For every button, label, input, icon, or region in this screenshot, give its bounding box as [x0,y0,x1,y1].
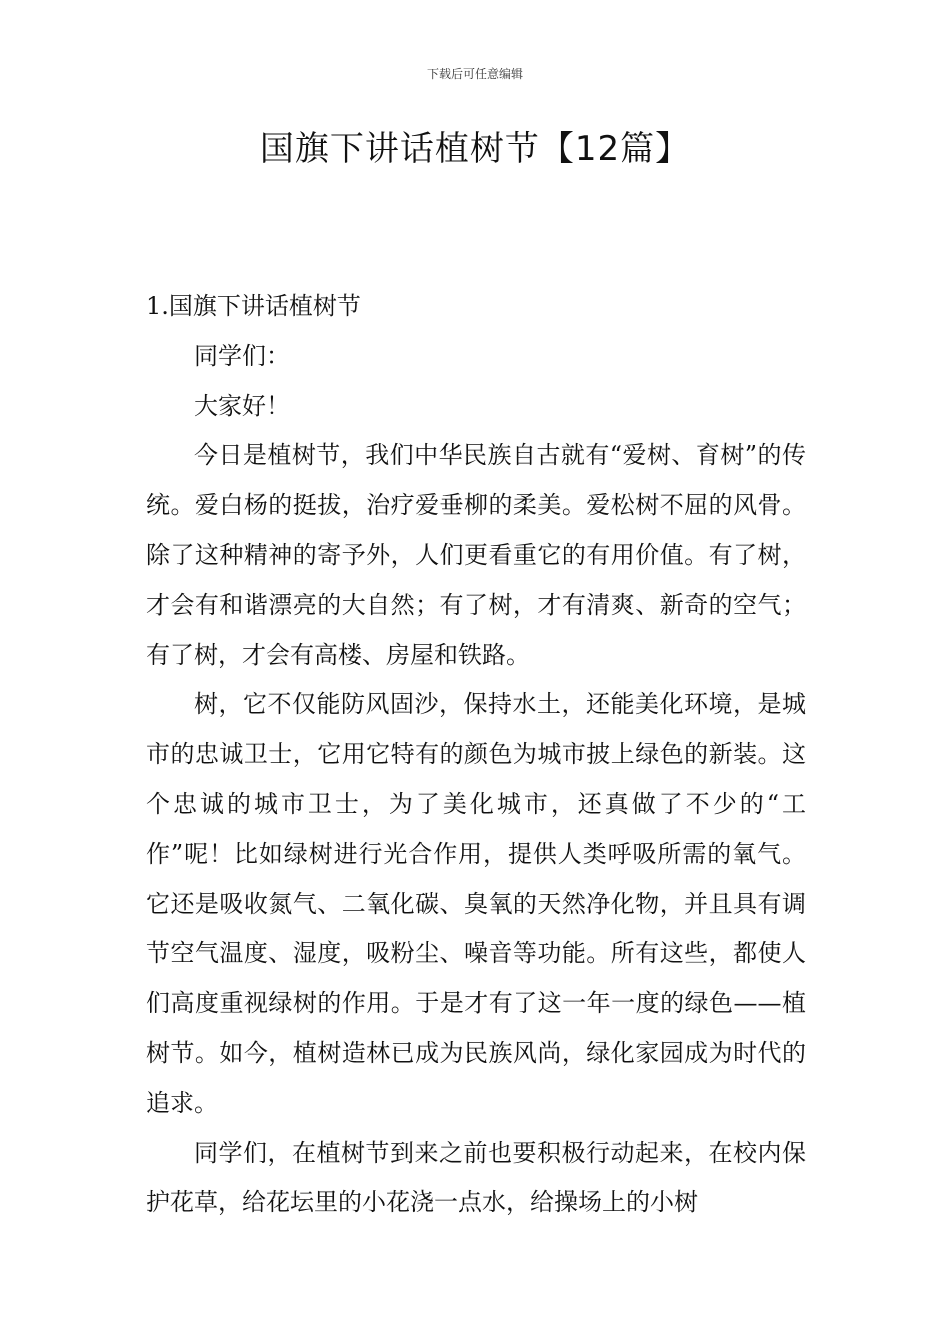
paragraph-salutation: 同学们： [194,341,290,370]
document-title: 国旗下讲话植树节【12篇】 [259,129,691,169]
header-note: 下载后可任意编辑 [426,67,523,81]
paragraph-tree-benefits: 树，它不仅能防风固沙，保持水土，还能美化环境，是城市的忠诚卫士，它用它特有的颜色为城市披上绿色的新装。这个忠诚的城市卫士，为了美化城市，还真做了不少的“工作”呢！比如绿树进行光合作用，提供人类呼吸所需的氧气。它还是吸收氮气、二氧化碳、臭氧的天然净化物，并且具有调节空气温度、湿度，吸粉尘、噪音等功能。所有这些，都使人们高度重视绿树的作用。于是才有了这一年一度的绿色——植树节。如今，植树造林已成为民族风尚，绿化家园成为时代的追求。 [146,690,806,1117]
paragraph-tree-day-intro: 今日是植树节，我们中华民族自古就有“爱树、育树”的传统。爱白杨的挺拔，治疗爱垂柳的柔美。爱松树不屈的风骨。除了这种精神的寄予外，人们更看重它的有用价值。有了树，才会有和谐漂亮的大自然；有了树，才有清爽、新奇的空气；有了树，才会有高楼、房屋和铁路。 [146,441,806,669]
section-heading: 1.国旗下讲话植树节 [146,292,361,320]
paragraph-greeting: 大家好！ [194,391,290,420]
document-body [146,282,806,1228]
paragraph-call-to-action: 同学们，在植树节到来之前也要积极行动起来，在校内保护花草，给花坛里的小花浇一点水，给操场上的小树 [146,1138,806,1217]
